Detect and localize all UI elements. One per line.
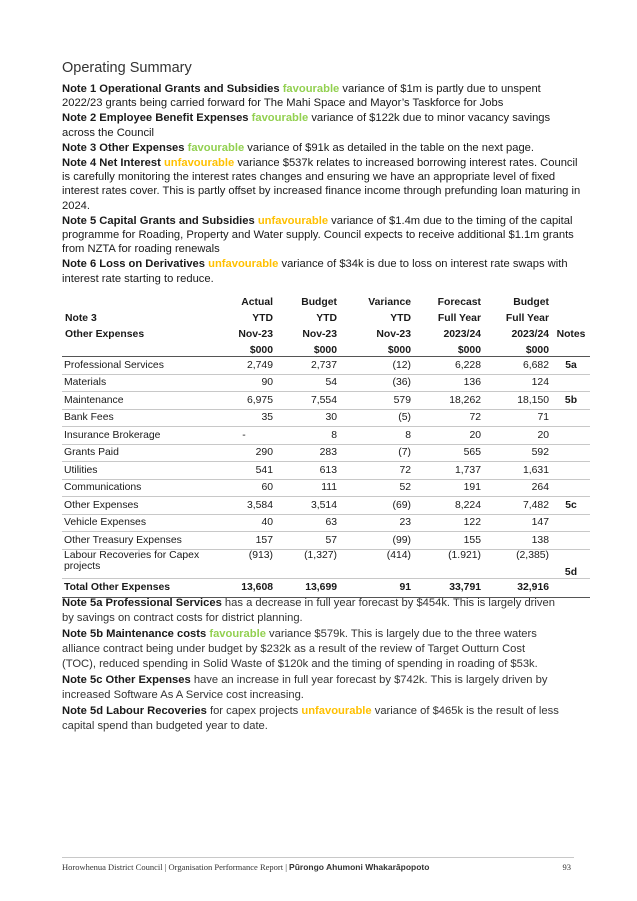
note-5b [62, 627, 562, 672]
column-header: Budget [513, 297, 549, 308]
variance-ytd: (12) [340, 357, 414, 375]
column-header [552, 292, 590, 308]
forecast-fy: 8,224 [414, 497, 484, 515]
page-number: 93 [562, 862, 571, 872]
column-header: Full Year [437, 313, 481, 324]
variance-ytd: 91 [340, 578, 414, 597]
column-header: Notes [556, 329, 586, 340]
forecast-fy: 565 [414, 444, 484, 462]
budget-fy: 592 [484, 444, 552, 462]
note-5 [62, 214, 582, 257]
footer-report-name: Pūrongo Ahumoni Whakarāpopoto [289, 862, 430, 872]
row-label: Utilities [62, 462, 212, 480]
budget-ytd: 283 [276, 444, 340, 462]
note-ref: 5d [552, 549, 590, 578]
column-header: $000 [414, 340, 484, 357]
note-ref: 5a [552, 357, 590, 375]
column-header: Forecast [437, 297, 481, 308]
forecast-fy: 155 [414, 532, 484, 550]
column-header: $000 [276, 340, 340, 357]
note-ref [552, 514, 590, 532]
row-label: Other Expenses [62, 497, 212, 515]
actual-ytd: - [212, 427, 276, 445]
note-title: Note 5d Labour Recoveries [62, 705, 207, 717]
variance-ytd: 8 [340, 427, 414, 445]
table-row [62, 427, 590, 445]
column-header: $000 [484, 340, 552, 357]
note-ref [552, 532, 590, 550]
column-header: YTD [390, 313, 411, 324]
column-header: Nov-23 [302, 329, 337, 340]
column-header: Nov-23 [376, 329, 411, 340]
table-row [62, 549, 590, 578]
table-row [62, 357, 590, 375]
column-header: Other Expenses [65, 329, 145, 340]
status-badge: favourable [209, 628, 266, 640]
note-ref [552, 374, 590, 392]
budget-fy: 147 [484, 514, 552, 532]
section-heading: Operating Summary [62, 60, 192, 76]
forecast-fy: 191 [414, 479, 484, 497]
actual-ytd: 40 [212, 514, 276, 532]
status-badge: unfavourable [208, 258, 279, 271]
column-header: Full Year [505, 313, 549, 324]
column-header [552, 340, 590, 357]
row-label: Other Treasury Expenses [62, 532, 212, 550]
status-badge: favourable [251, 112, 309, 125]
column-header: Actual [241, 297, 273, 308]
table-notes [62, 596, 562, 735]
budget-ytd: (1,327) [276, 549, 340, 578]
note-text: has a decrease in full year forecast by $454k. This is largely driven by savings on contract costs for district planning. [62, 597, 555, 624]
note-3 [62, 141, 582, 155]
row-label: Insurance Brokerage [62, 427, 212, 445]
forecast-fy: 72 [414, 409, 484, 427]
column-header: Nov-23 [238, 329, 273, 340]
actual-ytd: 157 [212, 532, 276, 550]
table-row [62, 479, 590, 497]
note-5a [62, 596, 562, 626]
variance-ytd: 72 [340, 462, 414, 480]
note-6 [62, 257, 582, 285]
total-row [62, 578, 590, 597]
note-text: variance $537k relates to increased borrowing interest rates. Council is carefully monitoring the interest rates changes and ensuring we have an appropriate level of fixed interest rates cover. This is partly offset by increased finance income through prefunding loan maturing in 2024. [62, 157, 581, 212]
row-label: Vehicle Expenses [62, 514, 212, 532]
row-label: Maintenance [62, 392, 212, 410]
note-ref [552, 409, 590, 427]
table-row [62, 497, 590, 515]
status-badge: unfavourable [301, 705, 372, 717]
note-ref: 5b [552, 392, 590, 410]
actual-ytd: 90 [212, 374, 276, 392]
row-label: Bank Fees [62, 409, 212, 427]
note-title: Note 5b Maintenance costs [62, 628, 207, 640]
status-badge: unfavourable [163, 157, 235, 170]
variance-ytd: 52 [340, 479, 414, 497]
column-header: 2023/24 [511, 329, 549, 340]
budget-ytd: 3,514 [276, 497, 340, 515]
note-text: variance of $1m is partly due to unspent 2022/23 grants being carried forward for The Mahi Space and Mayor’s Taskforce for Jobs [62, 83, 541, 110]
row-label: Materials [62, 374, 212, 392]
note-title: Note 5a Professional Services [62, 597, 222, 609]
column-header [62, 292, 212, 308]
table-row [62, 514, 590, 532]
footer-text: Horowhenua District Council | Organisation Performance Report | [62, 862, 290, 872]
budget-fy: 264 [484, 479, 552, 497]
note-ref [552, 462, 590, 480]
column-header: $000 [212, 340, 276, 357]
row-label: Total Other Expenses [62, 578, 212, 597]
note-ref: 5c [552, 497, 590, 515]
variance-ytd: (7) [340, 444, 414, 462]
table-row [62, 392, 590, 410]
variance-ytd: (36) [340, 374, 414, 392]
actual-ytd: 35 [212, 409, 276, 427]
note-ref [552, 578, 590, 597]
budget-ytd: 54 [276, 374, 340, 392]
note-text: for capex projects [206, 705, 302, 717]
budget-fy: 18,150 [484, 392, 552, 410]
column-header: YTD [316, 313, 337, 324]
budget-ytd: 57 [276, 532, 340, 550]
note-text: variance $579k. This is largely due to the three waters alliance contract being under budget by $232k as a result of the review of Target Outturn Cost (TOC), reduced spending in Solid Waste of $120k and the timing of spending in roading of $53k. [62, 628, 538, 670]
operating-notes [62, 82, 582, 287]
header-row [62, 340, 590, 357]
footer [62, 862, 429, 872]
variance-ytd: 23 [340, 514, 414, 532]
actual-ytd: 3,584 [212, 497, 276, 515]
budget-fy: 124 [484, 374, 552, 392]
column-header: Variance [368, 297, 411, 308]
budget-ytd: 2,737 [276, 357, 340, 375]
table-row [62, 374, 590, 392]
table-row [62, 444, 590, 462]
note-1 [62, 82, 582, 110]
note-text: variance of $91k as detailed in the table on the next page. [244, 141, 535, 154]
table-row [62, 532, 590, 550]
budget-fy: 71 [484, 409, 552, 427]
row-label: Grants Paid [62, 444, 212, 462]
table-row [62, 462, 590, 480]
budget-ytd: 111 [276, 479, 340, 497]
budget-fy: 20 [484, 427, 552, 445]
variance-ytd: (99) [340, 532, 414, 550]
row-label: Professional Services [62, 357, 212, 375]
variance-ytd: 579 [340, 392, 414, 410]
note-title: Note 5c Other Expenses [62, 674, 191, 686]
note-5d [62, 704, 562, 734]
note-ref [552, 427, 590, 445]
note-title: Note 6 Loss on Derivatives [62, 258, 206, 271]
forecast-fy: (1.921) [414, 549, 484, 578]
actual-ytd: 2,749 [212, 357, 276, 375]
budget-fy: 7,482 [484, 497, 552, 515]
column-header: Note 3 [65, 313, 97, 324]
budget-ytd: 63 [276, 514, 340, 532]
note-text: have an increase in full year forecast by $742k. This is largely driven by increased Software As A Service cost increasing. [62, 674, 548, 701]
forecast-fy: 33,791 [414, 578, 484, 597]
note-title: Note 2 Employee Benefit Expenses [62, 112, 249, 125]
note-text: variance of $465k is the result of less capital spend than budgeted year to date. [62, 705, 559, 732]
variance-ytd: (69) [340, 497, 414, 515]
column-header [62, 340, 212, 357]
actual-ytd: 60 [212, 479, 276, 497]
forecast-fy: 1,737 [414, 462, 484, 480]
forecast-fy: 20 [414, 427, 484, 445]
column-header: $000 [340, 340, 414, 357]
header-row [62, 324, 590, 340]
budget-ytd: 13,699 [276, 578, 340, 597]
forecast-fy: 6,228 [414, 357, 484, 375]
column-header: YTD [252, 313, 273, 324]
table-row [62, 409, 590, 427]
row-label: Communications [62, 479, 212, 497]
actual-ytd: 290 [212, 444, 276, 462]
actual-ytd: 6,975 [212, 392, 276, 410]
column-header: Budget [301, 297, 337, 308]
note-ref [552, 479, 590, 497]
status-badge: favourable [282, 83, 340, 95]
note-4 [62, 156, 582, 213]
note-text: variance of $122k due to minor vacancy savings across the Council [62, 112, 551, 139]
variance-ytd: (414) [340, 549, 414, 578]
note-text: variance of $34k is due to loss on interest rate swaps with interest rate starting to reduce. [62, 258, 568, 285]
row-label: Labour Recoveries for Capex projects [62, 549, 212, 578]
budget-ytd: 30 [276, 409, 340, 427]
footer-divider [62, 857, 574, 858]
status-badge: unfavourable [257, 214, 329, 227]
note-2 [62, 111, 582, 139]
header-row [62, 308, 590, 324]
note-5c [62, 673, 562, 703]
note-title: Note 3 Other Expenses [62, 141, 185, 154]
actual-ytd: 13,608 [212, 578, 276, 597]
note-ref [552, 444, 590, 462]
other-expenses-table [62, 292, 590, 598]
note-title: Note 5 Capital Grants and Subsidies [62, 214, 255, 227]
forecast-fy: 136 [414, 374, 484, 392]
actual-ytd: 541 [212, 462, 276, 480]
budget-ytd: 8 [276, 427, 340, 445]
forecast-fy: 18,262 [414, 392, 484, 410]
column-header: 2023/24 [443, 329, 481, 340]
budget-fy: (2,385) [484, 549, 552, 578]
note-title: Note 1 Operational Grants and Subsidies [62, 83, 280, 95]
budget-ytd: 613 [276, 462, 340, 480]
budget-fy: 32,916 [484, 578, 552, 597]
budget-ytd: 7,554 [276, 392, 340, 410]
budget-fy: 1,631 [484, 462, 552, 480]
header-row [62, 292, 590, 308]
status-badge: favourable [187, 141, 245, 154]
note-title: Note 4 Net Interest [62, 157, 161, 170]
variance-ytd: (5) [340, 409, 414, 427]
forecast-fy: 122 [414, 514, 484, 532]
note-text: variance of $1.4m due to the timing of the capital programme for Roading, Property and Water supply. Council expects to receive additional $1.1m grants from NZTA for roading renewals [62, 214, 574, 256]
budget-fy: 6,682 [484, 357, 552, 375]
column-header [552, 308, 590, 324]
budget-fy: 138 [484, 532, 552, 550]
actual-ytd: (913) [212, 549, 276, 578]
